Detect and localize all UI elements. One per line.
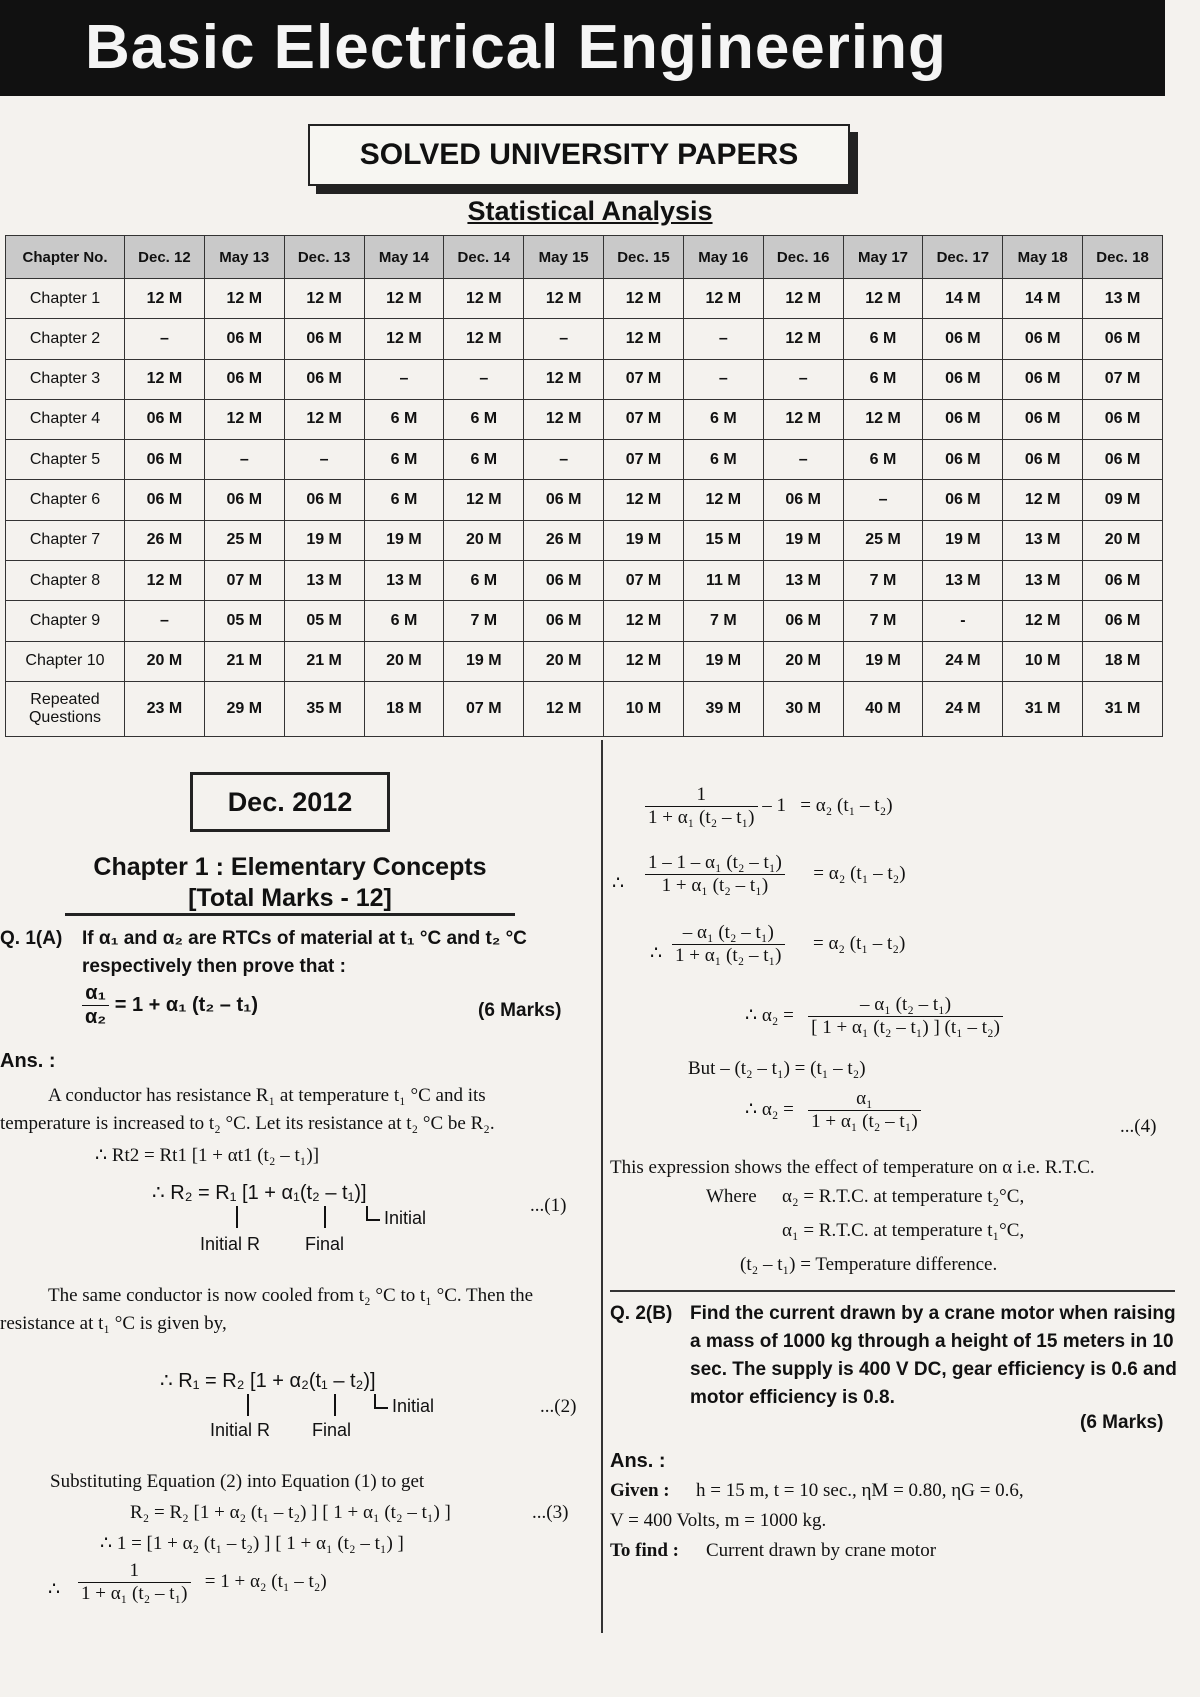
derivation-step-3 [672,922,905,967]
question-text: If α₁ and α₂ are RTCs of material at t₁ °C and t₂ °C respectively then prove that : [82,928,527,977]
q1-formula-fraction [82,982,109,1029]
table-cell: 19 M [763,520,843,560]
where-label: Where [706,1186,757,1207]
table-header-session: Dec. 17 [923,236,1003,279]
table-cell: 25 M [843,520,923,560]
statistical-analysis-heading: Statistical Analysis [467,196,713,226]
table-cell: – [125,319,205,359]
answer-label-2: Ans. : [610,1450,666,1472]
table-cell: – [125,601,205,641]
exam-session-box: Dec. 2012 [190,772,390,832]
table-cell: – [364,359,444,399]
equation-number-2: ...(2) [540,1396,577,1417]
initial-label-2: Initial [392,1396,435,1416]
table-header-session: Dec. 16 [763,236,843,279]
derivation-step-1 [645,784,893,829]
table-cell: 19 M [923,520,1003,560]
table-cell: 24 M [923,681,1003,736]
table-cell: 20 M [1083,520,1163,560]
table-cell: 12 M [604,480,684,520]
table-cell: 18 M [1083,641,1163,681]
table-cell: - [923,601,1003,641]
table-cell: 12 M [364,319,444,359]
derivation-step-6 [745,1088,921,1133]
chapter-underline [65,913,515,916]
step-3-numerator: – α₁ (t₂ – t₁) [672,922,785,945]
table-cell: 13 M [1003,560,1083,600]
table-row-label: Chapter 2 [6,319,125,359]
table-cell: 06 M [1083,319,1163,359]
table-header-session: Dec. 18 [1083,236,1163,279]
step-4-numerator: – α₁ (t₂ – t₁) [808,994,1003,1017]
table-cell: 13 M [1083,279,1163,319]
table-cell: 6 M [364,399,444,439]
table-cell: 13 M [1003,520,1083,560]
step-2-denominator: 1 + α₁ (t₂ – t₁) [661,875,769,896]
initial-tick [366,1206,368,1220]
table-cell: 06 M [923,480,1003,520]
question-2-text: Find the current drawn by a crane motor when raising a mass of 1000 kg through a height of 15 meters in 10 sec. The supply is 400 V DC, gear efficiency is 0.6 and motor efficiency is 0.8. [690,1303,1177,1408]
table-row-label: Chapter 3 [6,359,125,399]
step-1-numerator: 1 [645,784,758,807]
table-cell: 06 M [1083,440,1163,480]
derivation-step-2 [645,852,906,897]
initial-tick-foot [366,1219,380,1221]
table-cell: 13 M [923,560,1003,600]
step-2-fraction [645,852,785,897]
table-row [6,279,1163,319]
table-cell: 13 M [763,560,843,600]
where-alpha1: α₁ = R.T.C. at temperature t₁°C, [782,1220,1025,1241]
where-alpha2: α₂ = R.T.C. at temperature t₂°C, [782,1186,1025,1207]
table-cell: 06 M [284,359,364,399]
table-cell: 06 M [923,319,1003,359]
given-values-1: h = 15 m, t = 10 sec., ηM = 0.80, ηG = 0.6, [696,1480,1024,1501]
table-cell: 12 M [524,399,604,439]
table-cell: 7 M [843,560,923,600]
q1-marks: (6 Marks) [478,1000,562,1021]
table-cell: 07 M [444,681,524,736]
equation-number-3: ...(3) [532,1502,569,1523]
table-row [6,641,1163,681]
table-cell: 06 M [1083,601,1163,641]
table-cell: 23 M [125,681,205,736]
table-cell: 20 M [524,641,604,681]
table-cell: 06 M [204,359,284,399]
table-cell: 25 M [204,520,284,560]
table-cell: 6 M [843,359,923,399]
step-3-denominator: 1 + α₁ (t₂ – t₁) [675,945,782,966]
equation-unity: ∴ 1 = [1 + α₂ (t₁ – t₂) ] [ 1 + α₁ (t₂ – t₁) ] [100,1533,404,1554]
answer-paragraph-1: A conductor has resistance R₁ at temperature t₁ °C and its temperature is increased to t₂ °C. Let its resistance at t₂ °C be R₂. [0,1085,495,1134]
table-cell: 12 M [763,319,843,359]
table-cell: 30 M [763,681,843,736]
table-cell: 06 M [1003,359,1083,399]
reciprocal-rhs: = 1 + α₂ (t₁ – t₂) [204,1570,327,1592]
table-cell: 20 M [444,520,524,560]
table-cell: 20 M [125,641,205,681]
table-cell: 12 M [604,279,684,319]
table-header-session: Dec. 12 [125,236,205,279]
table-cell: 12 M [284,399,364,439]
table-cell: 19 M [364,520,444,560]
table-cell: 35 M [284,681,364,736]
table-cell: 12 M [284,279,364,319]
answer-paragraph-2: The same conductor is now cooled from t₂ °C to t₁ °C. Then the resistance at t₁ °C is given by, [0,1285,534,1334]
reciprocal-fraction [78,1560,191,1605]
table-cell: 07 M [1083,359,1163,399]
step-4-fraction [808,994,1003,1039]
step-6-numerator: α₁ [808,1088,921,1111]
step-1-fraction [645,784,758,829]
table-cell: 20 M [364,641,444,681]
table-row-label: Chapter 9 [6,601,125,641]
table-cell: 12 M [1003,480,1083,520]
table-cell: 06 M [763,480,843,520]
table-cell: 06 M [923,399,1003,439]
table-cell: 6 M [683,399,763,439]
table-cell: 06 M [284,319,364,359]
table-cell: 07 M [204,560,284,600]
table-header-session: May 16 [683,236,763,279]
table-cell: 21 M [284,641,364,681]
final-tick-2 [334,1394,336,1416]
step-2-numerator: 1 – 1 – α₁ (t₂ – t₁) [645,852,785,875]
table-row-label: Chapter 1 [6,279,125,319]
table-row [6,560,1163,600]
table-cell: 06 M [1083,560,1163,600]
table-cell: – [524,319,604,359]
q1-formula-numerator: α₁ [82,982,109,1006]
table-cell: 12 M [843,399,923,439]
initial-r-tick-2 [247,1394,249,1416]
step-1-denominator: 1 + α₁ (t₂ – t₁) [648,807,755,828]
table-cell: 12 M [604,641,684,681]
table-cell: 6 M [444,560,524,600]
initial-r-label-2: Initial R [210,1420,271,1440]
table-cell: 12 M [1003,601,1083,641]
step-4-denominator: [ 1 + α₁ (t₂ – t₁) ] (t₁ – t₂) [811,1017,1001,1038]
table-cell: 14 M [923,279,1003,319]
table-cell: 6 M [364,440,444,480]
table-cell: 12 M [604,601,684,641]
q2-marks: (6 Marks) [1080,1412,1164,1433]
to-find-label: To find : [610,1540,679,1561]
chapter-title: Chapter 1 : Elementary Concepts [93,853,487,881]
q1-formula-denominator: α₂ [85,1006,107,1028]
table-cell: 09 M [1083,480,1163,520]
therefore-symbol: ∴ [48,1579,61,1600]
table-cell: – [683,359,763,399]
therefore-symbol-1: ∴ [612,873,625,894]
step-6-fraction [808,1088,921,1133]
initial-label: Initial [384,1208,427,1228]
table-header-session: May 15 [524,236,604,279]
table-cell: 12 M [204,279,284,319]
table-row [6,520,1163,560]
table-cell: 06 M [204,319,284,359]
table-cell: 06 M [923,359,1003,399]
q1-formula [82,982,258,1029]
table-header-session: Dec. 13 [284,236,364,279]
table-cell: 06 M [125,399,205,439]
table-cell: 12 M [125,279,205,319]
table-cell: 07 M [604,399,684,439]
table-row [6,319,1163,359]
initial-tick-2 [374,1394,376,1408]
table-cell: 6 M [843,319,923,359]
table-cell: 06 M [284,480,364,520]
table-cell: 12 M [683,279,763,319]
table-cell: 12 M [763,279,843,319]
table-cell: 12 M [204,399,284,439]
table-cell: 29 M [204,681,284,736]
table-row-label: Chapter 10 [6,641,125,681]
table-cell: 20 M [763,641,843,681]
table-cell: 12 M [125,359,205,399]
table-cell: 06 M [524,601,604,641]
table-cell: 14 M [1003,279,1083,319]
table-cell: 21 M [204,641,284,681]
table-cell: 6 M [843,440,923,480]
equation-r2: ∴ R₂ = R₁ [1 + α₁(t₂ – t₁)] [152,1182,367,1204]
table-header-session: May 17 [843,236,923,279]
column-divider [601,740,603,1633]
table-cell: 06 M [1083,399,1163,439]
initial-r-tick [236,1206,238,1228]
where-temp-diff: (t₂ – t₁) = Temperature difference. [740,1254,998,1275]
table-header-session: May 14 [364,236,444,279]
table-header-session: May 13 [204,236,284,279]
table-cell: – [284,440,364,480]
table-row-label: Repeated Questions [6,681,125,736]
table-row [6,399,1163,439]
table-cell: 6 M [364,480,444,520]
table-row [6,480,1163,520]
solved-papers-box: SOLVED UNIVERSITY PAPERS [308,124,850,186]
table-cell: – [444,359,524,399]
table-cell: 12 M [524,359,604,399]
table-cell: – [204,440,284,480]
question-separator [610,1290,1175,1292]
table-cell: 12 M [524,279,604,319]
table-row [6,359,1163,399]
table-row-label: Chapter 7 [6,520,125,560]
final-label: Final [305,1234,345,1254]
table-cell: 26 M [524,520,604,560]
table-cell: 11 M [683,560,763,600]
derivation-step-5: But – (t₂ – t₁) = (t₁ – t₂) [688,1058,866,1079]
final-tick [324,1206,326,1228]
table-cell: 12 M [444,319,524,359]
table-header-session: Dec. 15 [604,236,684,279]
question-2-number: Q. 2(B) [610,1303,673,1324]
table-cell: 31 M [1003,681,1083,736]
given-label: Given : [610,1480,670,1501]
table-cell: 19 M [843,641,923,681]
table-cell: – [843,480,923,520]
given-values-2: V = 400 Volts, m = 1000 kg. [610,1510,827,1531]
table-cell: 06 M [125,480,205,520]
answer-label: Ans. : [0,1050,56,1072]
table-cell: 31 M [1083,681,1163,736]
table-cell: 7 M [843,601,923,641]
table-cell: 12 M [125,560,205,600]
table-cell: 7 M [683,601,763,641]
step-4-lhs: ∴ α₂ = [745,1004,794,1026]
equation-substituted: R₂ = R₂ [1 + α₂ (t₁ – t₂) ] [ 1 + α₁ (t₂ – t₁) ] [130,1502,451,1523]
table-cell: 19 M [683,641,763,681]
table-cell: 06 M [125,440,205,480]
table-cell: 07 M [604,560,684,600]
table-cell: – [763,359,843,399]
step-2-rhs: = α₂ (t₁ – t₂) [813,862,906,884]
table-cell: 06 M [524,480,604,520]
step-6-denominator: 1 + α₁ (t₂ – t₁) [811,1111,918,1132]
table-cell: 12 M [444,279,524,319]
table-cell: 12 M [843,279,923,319]
equation-rt2: ∴ Rt2 = Rt1 [1 + αt1 (t₂ – t₁)] [95,1145,320,1166]
table-cell: 12 M [604,319,684,359]
table-cell: 13 M [364,560,444,600]
table-row-label: Chapter 5 [6,440,125,480]
initial-tick-foot-2 [374,1407,388,1409]
table-cell: 39 M [683,681,763,736]
table-cell: 12 M [364,279,444,319]
initial-r-label: Initial R [200,1234,261,1254]
table-cell: 07 M [604,440,684,480]
table-cell: 6 M [444,399,524,439]
equation-number-4: ...(4) [1120,1116,1157,1137]
table-cell: 06 M [204,480,284,520]
equation-number-1: ...(1) [530,1195,567,1216]
book-title-banner: Basic Electrical Engineering [0,0,1165,96]
table-cell: 06 M [1003,319,1083,359]
table-row [6,440,1163,480]
table-cell: 05 M [204,601,284,641]
table-cell: 05 M [284,601,364,641]
therefore-symbol-2: ∴ [650,943,663,964]
statistical-analysis-table [5,235,1163,737]
final-label-2: Final [312,1420,352,1440]
table-cell: 10 M [1003,641,1083,681]
step-3-fraction [672,922,785,967]
table-row [6,601,1163,641]
table-row-label: Chapter 6 [6,480,125,520]
table-cell: 06 M [763,601,843,641]
table-cell: 06 M [923,440,1003,480]
table-cell: 40 M [843,681,923,736]
table-cell: 19 M [604,520,684,560]
table-cell: 6 M [444,440,524,480]
q1-formula-rhs: = 1 + α₁ (t₂ – t₁) [114,993,259,1016]
table-cell: 06 M [524,560,604,600]
table-cell: 13 M [284,560,364,600]
answer-paragraph-3: Substituting Equation (2) into Equation (1) to get [50,1471,425,1492]
table-cell: 12 M [763,399,843,439]
derivation-step-4 [745,994,1003,1039]
step-3-rhs: = α₂ (t₁ – t₂) [813,932,906,954]
chapter-heading [40,852,540,914]
table-cell: 19 M [284,520,364,560]
table-cell: 12 M [444,480,524,520]
to-find-text: Current drawn by crane motor [706,1540,937,1561]
table-cell: 24 M [923,641,1003,681]
table-header-session: May 18 [1003,236,1083,279]
reciprocal-numerator: 1 [78,1560,191,1583]
table-cell: 26 M [125,520,205,560]
expression-note: This expression shows the effect of temperature on α i.e. R.T.C. [610,1157,1095,1178]
table-row-label: Chapter 8 [6,560,125,600]
table-header-session: Dec. 14 [444,236,524,279]
table-cell: 06 M [1003,440,1083,480]
table-cell: 10 M [604,681,684,736]
chapter-total-marks: [Total Marks - 12] [188,884,392,912]
reciprocal-denominator: 1 + α₁ (t₂ – t₁) [81,1583,188,1604]
table-cell: 12 M [524,681,604,736]
table-row-label: Chapter 4 [6,399,125,439]
table-cell: 18 M [364,681,444,736]
table-cell: 7 M [444,601,524,641]
table-cell: 6 M [364,601,444,641]
table-cell: 19 M [444,641,524,681]
table-cell: 06 M [1003,399,1083,439]
table-cell: – [763,440,843,480]
table-cell: – [683,319,763,359]
step-1-rhs: = α₂ (t₁ – t₂) [800,794,893,816]
equation-reciprocal [78,1560,327,1605]
step-1-tail: – 1 [762,794,787,816]
question-number: Q. 1(A) [0,928,63,949]
table-cell: – [524,440,604,480]
table-cell: 07 M [604,359,684,399]
step-6-lhs: ∴ α₂ = [745,1098,794,1120]
table-cell: 15 M [683,520,763,560]
table-cell: 12 M [683,480,763,520]
table-row [6,681,1163,736]
equation-r1: ∴ R₁ = R₂ [1 + α₂(t₁ – t₂)] [160,1370,376,1392]
table-cell: 6 M [683,440,763,480]
table-header-chapter: Chapter No. [6,236,125,279]
